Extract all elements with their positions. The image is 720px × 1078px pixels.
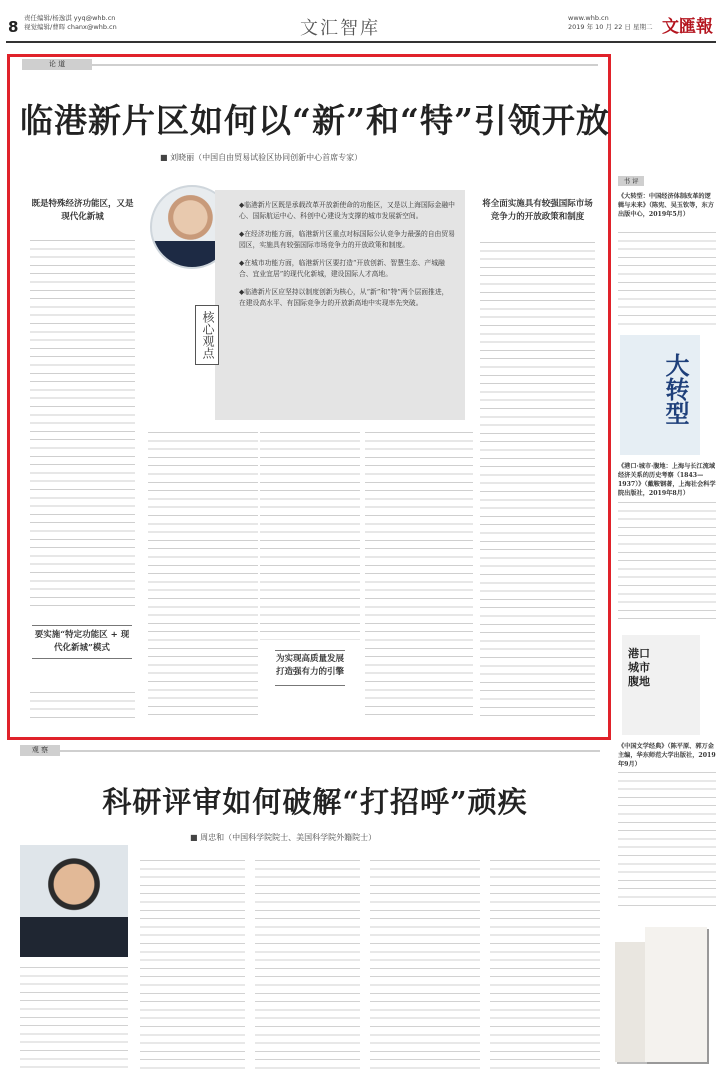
header-rule [6, 41, 716, 43]
right-column-text [480, 240, 595, 720]
core-point-1: ◆临港新片区既是承载改革开放新使命的功能区，又是以上海国际金融中心、国际航运中心、科创中心建设为支撑的城市发展新空间。 [239, 201, 455, 220]
tag-rule [92, 64, 598, 66]
main-byline: ■ 刘晓丽（中国自由贸易试验区协同创新中心首席专家） [160, 153, 363, 162]
book-cover-3 [615, 922, 710, 1072]
second-article-tag: 观 察 [20, 745, 60, 756]
center-right-text [365, 430, 473, 720]
site-url: www.whb.cn [568, 14, 609, 22]
second-tag-rule [60, 750, 600, 752]
editor-line-2: 视觉编辑/曹晖 chanx@whb.cn [24, 23, 117, 31]
book-cover-1 [620, 335, 700, 455]
core-point-4: ◆临港新片区应坚持以制度创新为核心，从“新”和“特”两个层面推进，在建设高水平、有国际竞争力的开放新高地中实现率先突破。 [239, 288, 449, 307]
left-column-tail [30, 690, 135, 720]
sidebar-review-2 [618, 500, 716, 625]
book-cover-1-title: 大转型 [661, 353, 690, 425]
core-point-3: ◆在城市功能方面，临港新片区要打造“开放创新、智慧生态、产城融合、宜业宜居”的现代化新城，建设国际人才高地。 [239, 259, 445, 278]
sidebar-item-1: 《大转型：中国经济体制改革的逻辑与未来》（陈宪、吴玉钦等，东方出版中心，2019年5月） [618, 193, 714, 218]
second-byline: ■ 周忠和（中国科学院院士、美国科学院外籍院士） [190, 833, 377, 842]
lower-left-subhead: 要实施“特定功能区 + 现代化新城”模式 [32, 625, 132, 659]
core-label: 核心观点 [195, 305, 219, 365]
book-cover-2 [622, 635, 700, 735]
page-number: 8 [8, 18, 19, 36]
core-points-panel [215, 190, 465, 420]
issue-date: 2019 年 10 月 22 日 星期二 [568, 23, 653, 31]
site-and-date [568, 14, 652, 32]
sidebar-review-3 [618, 770, 716, 910]
main-headline: 临港新片区如何以“新”和“特”引领开放 [20, 101, 610, 140]
book-cover-2-title: 港口城市腹地 [628, 647, 650, 688]
second-author-portrait [20, 845, 128, 957]
second-col-4 [370, 858, 480, 1070]
sidebar-item-2: 《港口·城市·腹地：上海与长江流域经济关系的历史考察（1843—1937）》（戴鞍钢著，上海社会科学院出版社，2019年8月） [618, 463, 716, 497]
newspaper-logo: 文匯報 [662, 17, 713, 37]
sidebar-item-3: 《中国文学经典》（陈平原、郭万金 主编，华东师范大学出版社，2019年9月） [618, 743, 716, 768]
core-point-2: ◆在经济功能方面，临港新片区重点对标国际公认竞争力最强的自由贸易园区，实施具有较强国际市场竞争力的开放政策和制度。 [239, 230, 455, 249]
editor-line-1: 责任编辑/杨逸淇 yyq@whb.cn [24, 14, 116, 22]
center-left-text [148, 430, 258, 720]
second-col-5 [490, 858, 600, 1070]
section-title: 文汇智库 [300, 18, 380, 39]
right-subhead: 将全面实施具有较强国际市场竞争力的开放政策和制度 [482, 199, 593, 222]
main-article-tag: 论 道 [22, 59, 92, 70]
second-portrait-suit [20, 917, 128, 957]
left-subhead: 既是特殊经济功能区，又是现代化新城 [31, 199, 134, 222]
second-col-1 [20, 965, 128, 1070]
sidebar-tag: 书 评 [618, 176, 644, 186]
second-col-3 [255, 858, 360, 1070]
second-col-2 [140, 858, 245, 1070]
left-column-text [30, 238, 135, 608]
sidebar-review-1 [618, 230, 716, 325]
editor-credits [24, 14, 117, 32]
center-text [260, 430, 360, 640]
lower-center-subhead: 为实现高质量发展打造强有力的引擎 [275, 650, 345, 686]
second-headline: 科研评审如何破解“打招呼”顽疾 [102, 785, 528, 819]
